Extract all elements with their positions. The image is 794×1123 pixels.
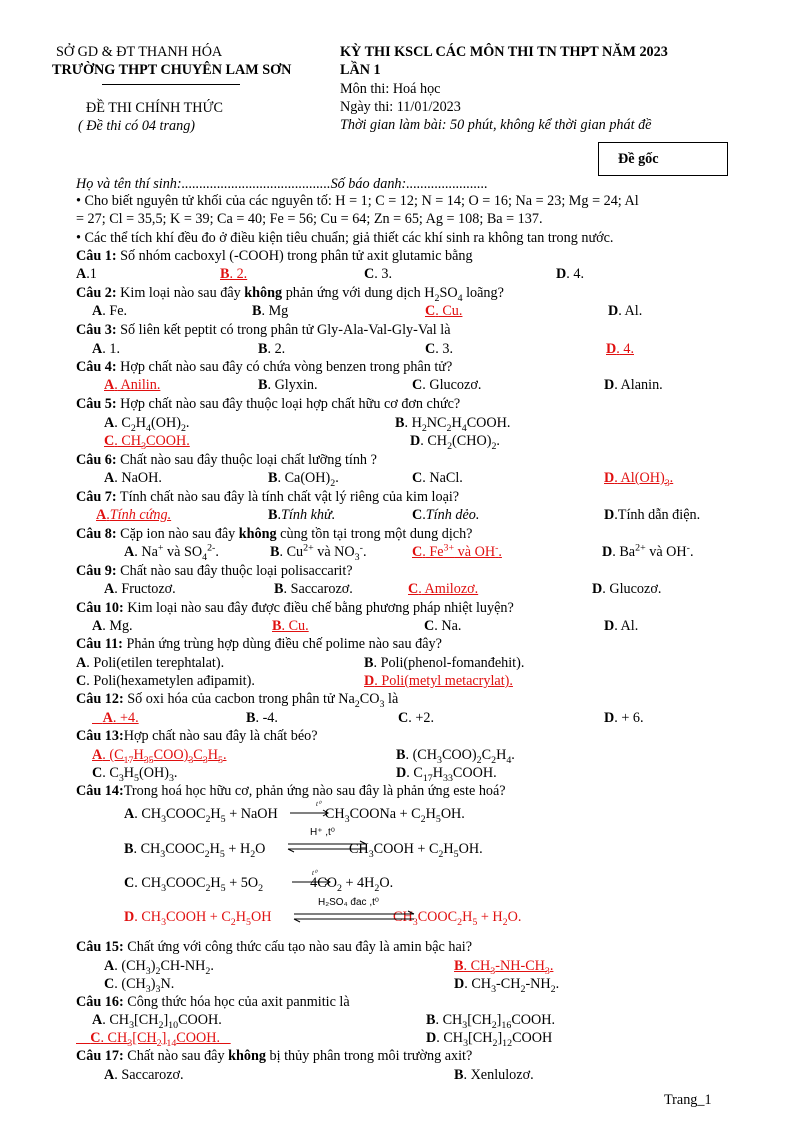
exam-code: Đề gốc: [618, 151, 659, 167]
q12-option-b: B. -4.: [246, 710, 278, 726]
q1-option-b: B. 2.: [220, 266, 248, 282]
q7-option-c: C.Tính dẻo.: [412, 507, 480, 523]
q16-option-a: A. $CH_3[CH_2]_{10}COOH$.: [92, 1012, 222, 1031]
q5-option-a: A. $C_2H_4(OH)_2$.: [104, 415, 190, 434]
question-15: Câu 15: Chất ứng với công thức cấu tạo nào sau đây là amin bậc hai?: [76, 939, 472, 955]
q11-option-b: B. Poli(phenol-fomanđehit).: [364, 655, 525, 671]
q8-option-d: D. $Ba^{2+}$ và OH-.: [602, 542, 694, 560]
q1-option-a: A.1: [76, 266, 97, 282]
q15-option-b: B. $CH_3-NH-CH_3$.: [454, 958, 554, 977]
q6-option-b: B. $Ca(OH)_2$.: [268, 470, 339, 489]
question-16: Câu 16: Công thức hóa học của axit panmitic là: [76, 994, 350, 1010]
q10-option-d: D. Al.: [604, 618, 639, 634]
question-8: Câu 8: Cặp ion nào sau đây không cùng tồn tại trong một dung dịch?: [76, 526, 473, 542]
q15-option-c: C. $(CH_3)_3N$.: [104, 976, 175, 995]
question-3: Câu 3: Số liên kết peptit có trong phân tử Gly-Ala-Val-Gly-Val là: [76, 322, 451, 338]
q16-option-c: C. $CH_3[CH_2]_{14}COOH$.: [90, 1030, 231, 1049]
q1-option-c: C. 3.: [364, 266, 392, 282]
q14-option-a: A. $CH_3COOC_2H_5$ + NaOH $CH_3COONa + C_2H_5OH$.: [124, 806, 465, 825]
q3-option-a: A. 1.: [92, 341, 120, 357]
svg-text:H⁺ ,t⁰: H⁺ ,t⁰: [310, 827, 335, 838]
q15-option-a: A. $(CH_3)_2CH-NH_2$.: [104, 958, 214, 977]
question-11: Câu 11: Phản ứng trùng hợp dùng điều chế polime nào sau đây?: [76, 636, 442, 652]
q13-option-b: B. $(CH_3COO)_2C_2H_4$.: [396, 747, 515, 766]
q10-option-b: B. Cu.: [272, 618, 309, 634]
q6-option-a: A. NaOH.: [104, 470, 162, 486]
q5-option-d: D. $CH_2(CHO)_2$.: [410, 433, 500, 452]
question-7: Câu 7: Tính chất nào sau đây là tính chất vật lý riêng của kim loại?: [76, 489, 460, 505]
header-divider: [102, 84, 240, 85]
q3-option-d: D. 4.: [606, 341, 634, 357]
q2-option-d: D. Al.: [608, 303, 643, 319]
svg-text:t⁰: t⁰: [316, 800, 321, 808]
question-5: Câu 5: Hợp chất nào sau đây thuộc loại hợp chất hữu cơ đơn chức?: [76, 396, 461, 412]
svg-text:t⁰: t⁰: [312, 869, 317, 877]
q12-option-a: A. +4.: [102, 710, 139, 726]
q14c-arrow-icon: [290, 869, 334, 887]
q3-option-b: B. 2.: [258, 341, 286, 357]
question-17: Câu 17: Chất nào sau đây không bị thủy phân trong môi trường axit?: [76, 1048, 473, 1064]
q14-option-d: D. $CH_3COOH + C_2H_5OH$ $CH_3COOC_2H_5 + H_2O$.: [124, 909, 522, 928]
q9-option-c: C. Amilozơ.: [408, 581, 479, 597]
q11-option-c: C. Poli(hexametylen ađipamit).: [76, 673, 255, 689]
q16-option-b: B. $CH_3[CH_2]_{16}COOH$.: [426, 1012, 556, 1031]
q6-option-c: C. NaCl.: [412, 470, 463, 486]
q11-option-d: D. Poli(metyl metacrylat).: [364, 673, 513, 689]
exam-title: KỲ THI KSCL CÁC MÔN THI TN THPT NĂM 2023: [340, 44, 668, 60]
exam-date: Ngày thi: 11/01/2023: [340, 99, 461, 115]
q4-option-c: C. Glucozơ.: [412, 377, 482, 393]
question-9: Câu 9: Chất nào sau đây thuộc loại polisaccarit?: [76, 563, 353, 579]
q17-option-a: A. Saccarozơ.: [104, 1067, 184, 1083]
q9-option-b: B. Saccarozơ.: [274, 581, 353, 597]
exam-round: LẦN 1: [340, 62, 381, 78]
q14a-arrow-icon: [288, 800, 332, 818]
page-number: Trang_1: [664, 1092, 712, 1108]
gas-note: • Các thể tích khí đều đo ở điều kiện tiêu chuẩn; giả thiết các khí sinh ra không tan trong nước.: [76, 230, 614, 246]
student-info-line: Họ và tên thí sinh:..........................................Số báo danh:.......................: [76, 176, 488, 192]
q8-option-a: A. Na+ và $SO_4^{2-}$.: [124, 542, 219, 563]
school-department: SỞ GD & ĐT THANH HÓA: [56, 44, 223, 60]
q4-option-b: B. Glyxin.: [258, 377, 318, 393]
q3-option-c: C. 3.: [425, 341, 453, 357]
school-name: TRƯỜNG THPT CHUYÊN LAM SƠN: [52, 62, 292, 78]
q12-option-c: C. +2.: [398, 710, 434, 726]
exam-status: ĐỀ THI CHÍNH THỨC: [86, 100, 223, 116]
q1-option-d: D. 4.: [556, 266, 584, 282]
q14-option-b: B. $CH_3COOC_2H_5 + H_2O$ $CH_3COOH + C_2H_5OH$.: [124, 841, 483, 860]
q4-option-a: A. Anilin.: [104, 377, 161, 393]
exam-duration: Thời gian làm bài: 50 phút, không kể thời gian phát đề: [340, 117, 652, 133]
q8-option-b: B. $Cu^{2+}$ và $NO_3^-$.: [270, 542, 367, 563]
q2-option-a: A. Fe.: [92, 303, 128, 319]
q14b-equilibrium-arrow-icon: [286, 824, 368, 858]
q9-option-a: A. Fructozơ.: [104, 581, 176, 597]
question-14: Câu 14:Trong hoá học hữu cơ, phản ứng nào sau đây là phản ứng este hoá?: [76, 783, 506, 799]
q10-option-a: A. Mg.: [92, 618, 133, 634]
question-13: Câu 13:Hợp chất nào sau đây là chất béo?: [76, 728, 318, 744]
q7-option-a: A.Tính cứng.: [96, 507, 172, 523]
q12-option-d: D. + 6.: [604, 710, 644, 726]
q2-option-b: B. Mg: [252, 303, 289, 319]
q11-option-a: A. Poli(etilen terephtalat).: [76, 655, 225, 671]
question-12: Câu 12: Số oxi hóa của cacbon trong phân tử $Na_2CO_3$ là: [76, 691, 399, 710]
q13-option-c: C. $C_3H_5(OH)_3$.: [92, 765, 178, 784]
q13-option-a: A. $(C_{17}H_{35}COO)_3C_3H_5$.: [92, 747, 227, 766]
q16-option-d: D. $CH_3[CH_2]_{12}COOH$: [426, 1030, 553, 1049]
q13-option-d: D. $C_{17}H_{33}COOH$.: [396, 765, 497, 784]
page-count-note: ( Đề thi có 04 trang): [78, 118, 196, 134]
subject: Môn thi: Hoá học: [340, 81, 441, 97]
question-4: Câu 4: Hợp chất nào sau đây có chứa vòng benzen trong phân tử?: [76, 359, 453, 375]
q9-option-d: D. Glucozơ.: [592, 581, 662, 597]
q7-option-b: B.Tính khử.: [268, 507, 336, 523]
question-10: Câu 10: Kim loại nào sau đây được điều chế bằng phương pháp nhiệt luyện?: [76, 600, 514, 616]
q8-option-c: C. $Fe^{3+}$ và OH-.: [412, 542, 502, 560]
question-2: Câu 2: Kim loại nào sau đây không phản ứng với dung dịch $H_2SO_4$ loãng?: [76, 285, 504, 304]
q6-option-d: D. $Al(OH)_3$.: [604, 470, 674, 489]
q2-option-c: C. Cu.: [425, 303, 463, 319]
q14-option-c: C. $CH_3COOC_2H_5 + 5O_2$ $4CO_2 + 4H_2O$.: [124, 875, 394, 894]
q10-option-c: C. Na.: [424, 618, 462, 634]
q7-option-d: D.Tính dẫn điện.: [604, 507, 701, 523]
q4-option-d: D. Alanin.: [604, 377, 663, 393]
q5-option-b: B. $H_2NC_2H_4COOH$.: [395, 415, 511, 434]
question-6: Câu 6: Chất nào sau đây thuộc loại chất lưỡng tính ?: [76, 452, 377, 468]
atomic-mass-note: • Cho biết nguyên tử khối của các nguyên tố: H = 1; C = 12; N = 14; O = 16; Na = 23; Mg = 24; Al: [76, 193, 639, 209]
q14d-equilibrium-arrow-icon: [292, 893, 416, 927]
question-1: Câu 1: Số nhóm cacboxyl (-COOH) trong phân tử axit glutamic bằng: [76, 248, 473, 264]
q17-option-b: B. Xenlulozơ.: [454, 1067, 534, 1083]
q15-option-d: D. $CH_3-CH_2-NH_2$.: [454, 976, 560, 995]
q5-option-c: C. $CH_3COOH$.: [104, 433, 190, 452]
atomic-mass-note-cont: = 27; Cl = 35,5; K = 39; Ca = 40; Fe = 56; Cu = 64; Zn = 65; Ag = 108; Ba = 137.: [76, 211, 543, 227]
svg-text:H₂SO₄ đac ,t⁰: H₂SO₄ đac ,t⁰: [318, 897, 379, 908]
